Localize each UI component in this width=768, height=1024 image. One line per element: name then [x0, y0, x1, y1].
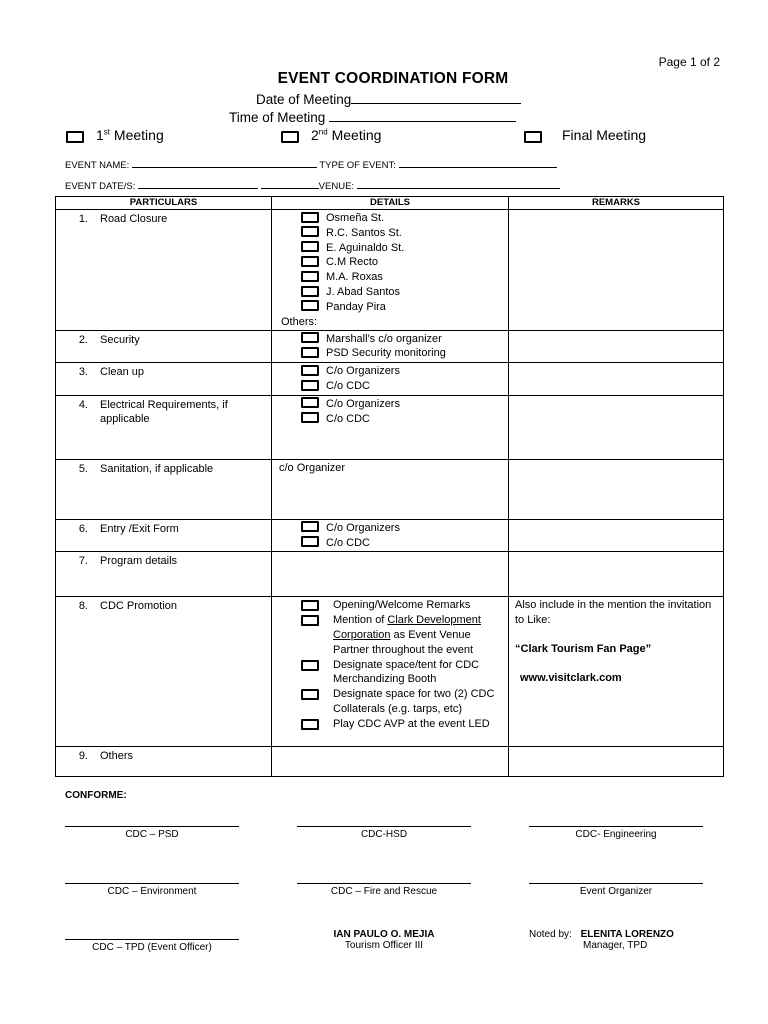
- date-of-meeting-label: Date of Meeting: [256, 92, 352, 107]
- fan-page-text: “Clark Tourism Fan Page”: [515, 642, 652, 655]
- table-row: 9. Others: [56, 747, 724, 777]
- signature-event-organizer: Event Organizer: [529, 883, 703, 897]
- remarks-cell[interactable]: [509, 363, 724, 396]
- first-meeting-option: 1st Meeting: [66, 127, 164, 143]
- signature-cdc-fire: CDC – Fire and Rescue: [297, 883, 471, 897]
- particular-clean-up: Clean up: [100, 366, 145, 379]
- final-meeting-option: Final Meeting: [524, 127, 646, 143]
- list-item: E. Aguinaldo St.: [301, 241, 504, 256]
- remarks-cell[interactable]: [509, 747, 724, 777]
- table-row: 5. Sanitation, if applicable c/o Organizer: [56, 459, 724, 519]
- list-item: C/o CDC: [301, 412, 504, 427]
- first-meeting-checkbox[interactable]: [66, 131, 84, 143]
- list-item: C/o CDC: [301, 536, 504, 551]
- noted-by-label: Noted by:: [529, 929, 572, 940]
- list-item: Play CDC AVP at the event LED: [301, 717, 504, 732]
- event-date-line: EVENT DATE/S: VENUE:: [65, 178, 560, 192]
- form-title: EVENT COORDINATION FORM: [277, 70, 509, 87]
- remarks-cell[interactable]: [509, 552, 724, 597]
- signature-line[interactable]: [65, 883, 239, 884]
- time-of-meeting-label: Time of Meeting: [229, 110, 326, 125]
- promo-mention-checkbox[interactable]: [301, 615, 319, 626]
- security-psd-checkbox[interactable]: [301, 347, 319, 358]
- cleanup-organizers-checkbox[interactable]: [301, 365, 319, 376]
- list-item: C.M Recto: [301, 255, 504, 270]
- website-text: www.visitclark.com: [520, 671, 622, 684]
- type-of-event-field[interactable]: [399, 157, 557, 168]
- time-of-meeting-field[interactable]: [329, 109, 516, 122]
- table-row: 2. Security Marshall's c/o organizer PSD Security monitoring: [56, 330, 724, 363]
- particular-security: Security: [100, 333, 140, 346]
- promo-booth-checkbox[interactable]: [301, 660, 319, 671]
- table-row: 4. Electrical Requirements, if applicable C/o Organizers C/o CDC: [56, 395, 724, 459]
- list-item: Osmeña St.: [301, 211, 504, 226]
- conforme-label: CONFORME:: [65, 790, 127, 801]
- road-abad-santos-checkbox[interactable]: [301, 286, 319, 297]
- list-item: Marshall's c/o organizer: [301, 332, 504, 347]
- second-meeting-option: 2nd Meeting: [281, 127, 381, 143]
- road-panday-pira-checkbox[interactable]: [301, 300, 319, 311]
- venue-field[interactable]: [357, 178, 560, 189]
- sanitation-detail: c/o Organizer: [279, 461, 346, 474]
- list-item: Panday Pira: [301, 300, 504, 315]
- remarks-cell[interactable]: [509, 330, 724, 363]
- header-details: DETAILS: [272, 197, 509, 210]
- remarks-cell[interactable]: [509, 395, 724, 459]
- others-label: Others:: [281, 315, 318, 328]
- list-item: C/o Organizers: [301, 364, 504, 379]
- header-remarks: REMARKS: [509, 197, 724, 210]
- table-header-row: [56, 197, 724, 210]
- particular-electrical: Electrical Requirements, if applicable: [100, 398, 228, 426]
- promo-opening-checkbox[interactable]: [301, 600, 319, 611]
- coordination-table: [55, 196, 724, 777]
- noted-title: Manager, TPD: [583, 940, 648, 951]
- security-marshall-checkbox[interactable]: [301, 332, 319, 343]
- event-date-field-2[interactable]: [261, 178, 319, 189]
- signature-tourism-officer: [297, 929, 471, 951]
- list-item: M.A. Roxas: [301, 270, 504, 285]
- event-date-field-1[interactable]: [138, 178, 258, 189]
- list-item: C/o CDC: [301, 379, 504, 394]
- details-cell[interactable]: [272, 552, 509, 597]
- table-row: 3. Clean up C/o Organizers C/o CDC: [56, 363, 724, 396]
- signature-line[interactable]: [529, 883, 703, 884]
- table-row: 6. Entry /Exit Form C/o Organizers C/o CDC: [56, 519, 724, 552]
- event-name-field[interactable]: [132, 157, 317, 168]
- remarks-cell[interactable]: [509, 210, 724, 331]
- road-rc-santos-checkbox[interactable]: [301, 226, 319, 237]
- signature-line[interactable]: [529, 826, 703, 827]
- signature-cdc-engineering: CDC- Engineering: [529, 826, 703, 840]
- promo-remarks: Also include in the mention the invitation to Like: “Clark Tourism Fan Page” www.visitclark.com: [513, 598, 719, 685]
- list-item: PSD Security monitoring: [301, 346, 504, 361]
- list-item: J. Abad Santos: [301, 285, 504, 300]
- entry-organizers-checkbox[interactable]: [301, 521, 319, 532]
- promo-avp-checkbox[interactable]: [301, 719, 319, 730]
- particular-others: Others: [100, 750, 134, 763]
- electrical-organizers-checkbox[interactable]: [301, 397, 319, 408]
- road-roxas-checkbox[interactable]: [301, 271, 319, 282]
- remarks-cell[interactable]: [509, 519, 724, 552]
- time-of-meeting-line: [229, 109, 516, 125]
- list-item: Designate space/tent for CDC Merchandizing Booth: [301, 658, 504, 688]
- signature-line[interactable]: [65, 826, 239, 827]
- second-meeting-checkbox[interactable]: [281, 131, 299, 143]
- final-meeting-checkbox[interactable]: [524, 131, 542, 143]
- table-row: 1. Road Closure Osmeña St. R.C. Santos St. E. Aguinaldo St. C.M Recto M.A. Roxas J. Abad Santos Panday Pira Others:: [56, 210, 724, 331]
- particular-entry-exit: Entry /Exit Form: [100, 522, 179, 535]
- electrical-cdc-checkbox[interactable]: [301, 412, 319, 423]
- cleanup-cdc-checkbox[interactable]: [301, 380, 319, 391]
- particular-cdc-promotion: CDC Promotion: [100, 600, 178, 613]
- list-item: C/o Organizers: [301, 521, 504, 536]
- remarks-cell[interactable]: [509, 459, 724, 519]
- event-name-line: EVENT NAME: TYPE OF EVENT:: [65, 157, 557, 171]
- signature-line[interactable]: [297, 826, 471, 827]
- details-cell[interactable]: [272, 747, 509, 777]
- list-item: Mention of Clark Development Corporation as Event Venue Partner throughout the event: [301, 613, 504, 657]
- list-item: R.C. Santos St.: [301, 226, 504, 241]
- signature-cdc-hsd: CDC-HSD: [297, 826, 471, 840]
- promo-collaterals-checkbox[interactable]: [301, 689, 319, 700]
- table-row: 8. CDC Promotion Opening/Welcome Remarks Mention of Clark Development Corporation as Event Venue Partner throughout the event Designate space/tent for CDC Merchandizing Booth Designate space for two (2) CDC Collaterals (e.g. tarps, etc) Play CDC AVP at the event LED Also include in the mention the invitation to Like: “Clark Tourism Fan Page” www.visitclark.com: [56, 597, 724, 747]
- date-of-meeting-line: [256, 91, 521, 107]
- particular-sanitation: Sanitation, if applicable: [100, 462, 214, 475]
- list-item: Opening/Welcome Remarks: [301, 598, 504, 613]
- signature-cdc-environment: CDC – Environment: [65, 883, 239, 897]
- list-item: Designate space for two (2) CDC Collaterals (e.g. tarps, etc): [301, 687, 504, 717]
- header-particulars: PARTICULARS: [56, 197, 272, 210]
- signature-line[interactable]: [297, 883, 471, 884]
- noted-name: ELENITA LORENZO: [580, 929, 674, 940]
- date-of-meeting-field[interactable]: [351, 91, 521, 104]
- particular-program-details: Program details: [100, 555, 178, 568]
- page-number: Page 1 of 2: [658, 55, 720, 69]
- entry-cdc-checkbox[interactable]: [301, 536, 319, 547]
- table-row: 7. Program details: [56, 552, 724, 597]
- signature-cdc-psd: CDC – PSD: [65, 826, 239, 840]
- road-aguinaldo-checkbox[interactable]: [301, 241, 319, 252]
- particular-road-closure: Road Closure: [100, 213, 168, 225]
- officer-name: IAN PAULO O. MEJIA: [333, 929, 435, 940]
- road-recto-checkbox[interactable]: [301, 256, 319, 267]
- signature-cdc-tpd: CDC – TPD (Event Officer): [65, 939, 239, 953]
- officer-title: Tourism Officer III: [344, 940, 424, 951]
- signature-line[interactable]: [65, 939, 239, 940]
- road-osmena-checkbox[interactable]: [301, 212, 319, 223]
- list-item: C/o Organizers: [301, 397, 504, 412]
- noted-by-block: [529, 929, 674, 951]
- cdc-link[interactable]: Clark Development Corporation: [333, 614, 481, 641]
